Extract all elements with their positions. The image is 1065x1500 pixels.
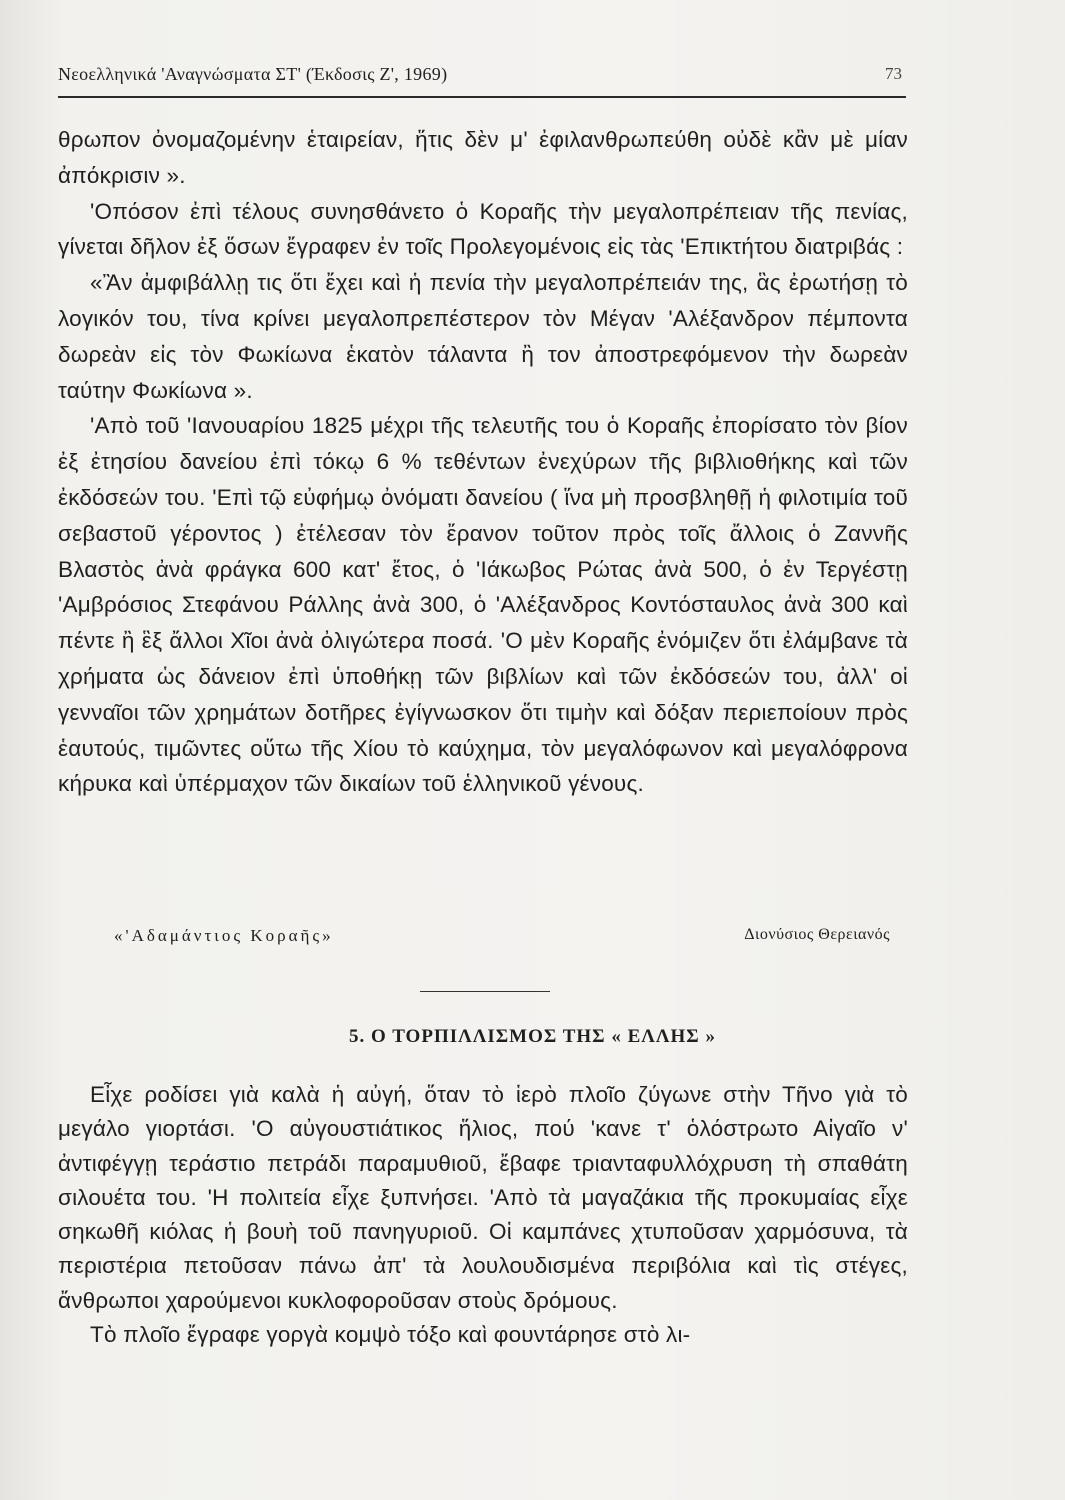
running-title: Νεοελληνικά 'Αναγνώσματα ΣΤ' (Έκδοσις Ζ', 1969)	[58, 64, 448, 84]
paragraph: 'Απὸ τοῦ 'Ιανουαρίου 1825 μέχρι τῆς τελευτῆς του ὁ Κοραῆς ἐπορίσατο τὸν βίον ἐξ ἐτησίου δανείου ἐπὶ τόκῳ 6 % τεθέντων ἐνεχύρων τῆς βιβλιοθήκης καὶ τῶν ἐκδόσεών του. 'Επὶ τῷ εὐφήμῳ ὀνόματι δανείου ( ἵνα μὴ προσβληθῇ ἡ φιλοτιμία τοῦ σεβαστοῦ γέροντος ) ἐτέλεσαν τὸν ἔρανον τοῦτον πρὸς τοῖς ἄλλοις ὁ Ζαννῆς Βλαστὸς ἀνὰ φράγκα 600 κατ' ἔτος, ὁ 'Ιάκωβος Ρώτας ἀνὰ 500, ὁ ἐν Τεργέστῃ 'Αμβρόσιος Στεφάνου Ράλλης ἀνὰ 300, ὁ 'Αλέξανδρος Κοντόσταυλος ἀνὰ 300 καὶ πέντε ἢ ἓξ ἄλλοι Χῖοι ἀνὰ ὀλιγώτερα ποσά. 'Ο μὲν Κοραῆς ἐνόμιζεν ὅτι ἐλάμβανε τὰ χρήματα ὡς δάνειον ἐπὶ ὑποθήκῃ τῶν βιβλίων καὶ τῶν ἐκδόσεών του, ἀλλ' οἱ γενναῖοι τῶν χρημάτων δοτῆρες ἐγίγνωσκον ὅτι τιμὴν καὶ δόξαν περιεποίουν πρὸς ἑαυτούς, τιμῶντες οὕτω τῆς Χίου τὸ καύχημα, τὸν μεγαλόφωνον καὶ μεγαλόφρονα κήρυκα καὶ ὑπέρμαχον τῶν δικαίων τοῦ ἑλληνικοῦ γένους.	[58, 413, 908, 797]
running-head	[58, 62, 906, 98]
author-name: Διονύσιος Θερειανός	[744, 926, 890, 943]
page-number: 73	[885, 64, 902, 83]
section-heading: 5. Ο ΤΟΡΠΙΛΛΙΣΜΟΣ ΤΗΣ « ΕΛΛΗΣ »	[349, 1026, 716, 1047]
paragraph: 'Οπόσον ἐπὶ τέλους συνησθάνετο ὁ Κοραῆς τὴν μεγαλοπρέπειαν τῆς πενίας, γίνεται δῆλον ἐξ ὅσων ἔγραφεν ἐν τοῖς Προλεγομένοις εἰς τὰς 'Επικτήτου διατριβάς :	[58, 198, 908, 260]
section-divider	[420, 991, 550, 992]
quotation: «Ἂν ἀμφιβάλλῃ τις ὅτι ἔχει καὶ ἡ πενία τὴν μεγαλοπρέπειάν της, ἃς ἐρωτήσῃ τὸ λογικόν του, τίνα κρίνει μεγαλοπρεπέστερον τὸν Μέγαν 'Αλέξανδρον πέμποντα δωρεὰν εἰς τὸν Φωκίωνα ἑκατὸν τάλαντα ἢ τον ἀποστρεφόμενον τὴν δωρεὰν ταύτην Φωκίωνα ».	[58, 270, 908, 403]
attribution	[58, 926, 908, 956]
paragraph: θρωπον ὀνομαζομένην ἑταιρείαν, ἥτις δὲν μ' ἐφιλανθρωπεύθη οὐδὲ κἂν μὲ μίαν ἀπόκρισιν ».	[58, 127, 908, 188]
source-title: «'Αδαμάντιος Κοραῆς»	[114, 926, 334, 945]
section-text	[58, 1078, 908, 1352]
paragraph: Τὸ πλοῖο ἔγραφε γοργὰ κομψὸ τόξο καὶ φουντάρησε στὸ λι-	[90, 1322, 691, 1348]
main-text	[58, 122, 908, 802]
paragraph: Εἶχε ροδίσει γιὰ καλὰ ἡ αὐγή, ὅταν τὸ ἱερὸ πλοῖο ζύγωνε στὴν Τῆνο γιὰ τὸ μεγάλο γιορτάσι. 'Ο αὐγουστιάτικος ἥλιος, πού 'κανε τ' ὁλόστρωτο Αἰγαῖο ν' ἀντιφέγγῃ τεράστιο πετράδι παραμυθιοῦ, ἔβαφε τριανταφυλλόχρυση τὴ σπαθάτη σιλουέτα του. 'Η πολιτεία εἶχε ξυπνήσει. 'Απὸ τὰ μαγαζάκια τῆς προκυμαίας εἶχε σηκωθῆ κιόλας ἡ βουὴ τοῦ πανηγυριοῦ. Οἱ καμπάνες χτυποῦσαν χαρμόσυνα, τὰ περιστέρια πετοῦσαν πάνω ἀπ' τὰ λουλουδισμένα περιβόλια καὶ τὶς στέγες, ἄνθρωποι χαρούμενοι κυκλοφοροῦσαν στοὺς δρόμους.	[58, 1082, 908, 1313]
